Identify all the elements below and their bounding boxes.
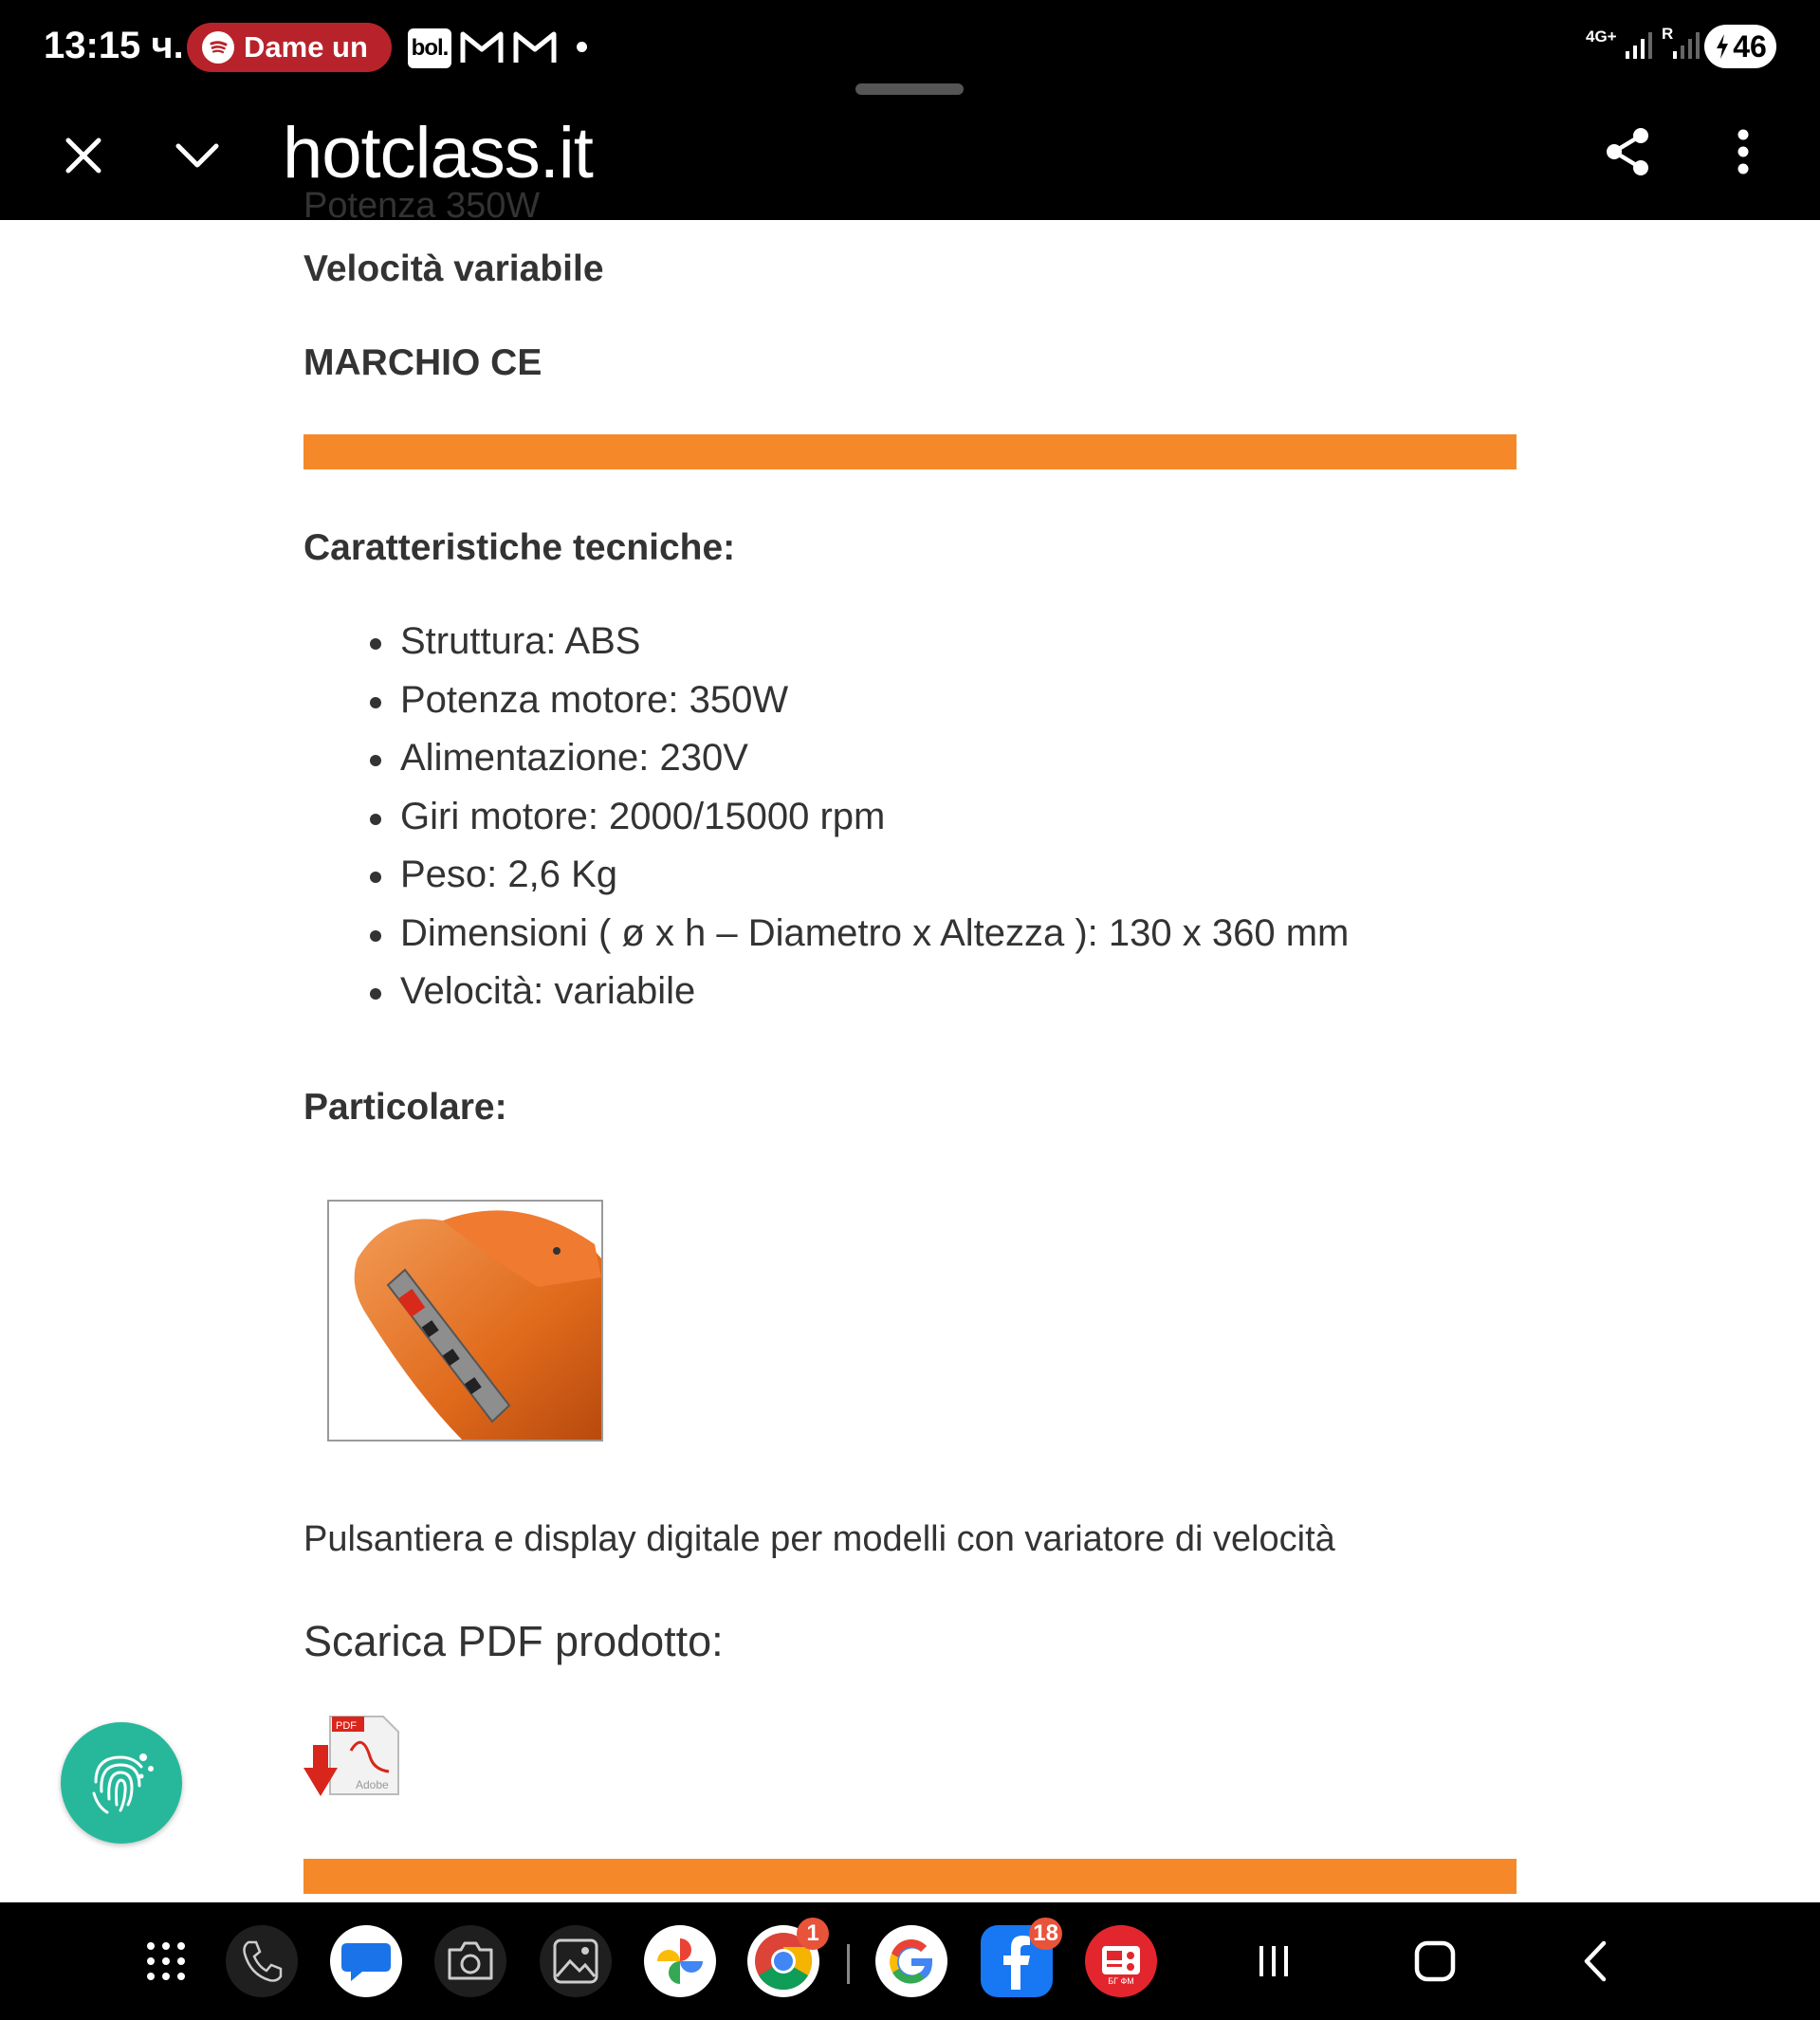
notification-badge: 18 [1029,1918,1062,1950]
list-item: Velocità: variabile [349,963,1349,1021]
google-g-icon [885,1935,938,1988]
phone-app[interactable] [226,1925,298,1997]
camera-app[interactable] [434,1925,506,1997]
chevron-down-icon [175,141,220,170]
dock-divider [847,1944,850,1984]
status-bar [0,0,1820,95]
spotify-icon [202,31,234,64]
gmail-icon [512,28,558,66]
gallery-icon [551,1937,600,1986]
more-notifications-dot-icon [577,42,587,52]
roaming-label: R [1662,25,1674,43]
pinwheel-icon [653,1935,707,1988]
signal-strength-icon [1624,28,1656,65]
collapse-button[interactable] [167,125,228,186]
svg-text:БГ ФМ: БГ ФМ [1108,1976,1134,1986]
more-options-button[interactable] [1713,121,1774,182]
status-time: 13:15 ч. [44,25,184,66]
list-item: Peso: 2,6 Kg [349,846,1349,905]
product-detail-image[interactable] [327,1200,603,1442]
close-icon [64,137,102,174]
radio-icon [1096,1937,1146,1986]
home-button[interactable] [1399,1925,1471,1997]
grid-icon [144,1939,188,1983]
phone-icon [237,1937,286,1986]
recent-apps-icon [1253,1940,1295,1982]
apps-grid-button[interactable] [130,1925,202,1997]
partially-visible-line: Potenza 350W [303,186,541,226]
tech-specs-list [349,613,1349,1021]
pdf-download-heading: Scarica PDF prodotto: [303,1617,724,1665]
chevron-left-icon [1579,1938,1613,1984]
camera-icon [444,1938,497,1984]
fingerprint-icon [83,1744,160,1822]
page-content[interactable] [0,186,1820,1902]
bg-fm-radio-app[interactable] [1085,1925,1157,1997]
facebook-app[interactable] [981,1920,1058,1997]
close-button[interactable] [53,125,114,186]
list-item: Dimensioni ( ø x h – Diametro x Altezza ): 130 x 360 mm [349,905,1349,964]
section-divider [303,1859,1517,1894]
google-app[interactable] [875,1925,947,1997]
drag-handle[interactable] [855,83,964,95]
gallery-app[interactable] [540,1925,612,1997]
battery-indicator [1704,25,1776,68]
site-title: hotclass.it [283,113,593,193]
spotify-track-label: Dame un [244,30,368,64]
google-photos-app[interactable] [644,1925,716,1997]
home-icon [1412,1938,1458,1984]
battery-level: 46 [1733,28,1767,64]
kebab-menu-icon [1737,129,1750,174]
network-type-label: 4G+ [1586,28,1617,46]
browser-toolbar [0,95,1820,220]
signal-strength-icon [1671,28,1703,65]
detail-caption: Pulsantiera e display digitale per modelli con variatore di velocità [303,1519,1335,1559]
fingerprint-assistant-button[interactable] [61,1722,182,1844]
recent-apps-button[interactable] [1238,1925,1310,1997]
pdf-file-icon [303,1713,402,1804]
section-divider [303,434,1517,469]
list-item: Struttura: ABS [349,613,1349,671]
svg-text:PDF: PDF [336,1720,357,1732]
list-item: Alimentazione: 230V [349,729,1349,788]
detail-heading: Particolare: [303,1087,507,1128]
tech-specs-heading: Caratteristiche tecniche: [303,527,736,568]
chrome-app[interactable] [747,1920,819,1997]
navigation-dock [0,1902,1820,2020]
variable-speed-text: Velocità variabile [303,248,604,289]
back-button[interactable] [1560,1925,1632,1997]
list-item: Giri motore: 2000/15000 rpm [349,788,1349,847]
bol-app-icon: bol. [408,28,451,68]
share-icon [1603,126,1652,177]
svg-text:Adobe: Adobe [356,1778,389,1791]
notification-badge: 1 [797,1918,829,1950]
gmail-icon [459,28,505,66]
chat-bubble-icon [340,1937,393,1985]
ce-mark-text: MARCHIO CE [303,342,542,383]
spotify-notification-pill[interactable] [187,23,392,72]
share-button[interactable] [1597,121,1658,182]
list-item: Potenza motore: 350W [349,671,1349,730]
pdf-download-link[interactable] [303,1713,402,1804]
messages-app[interactable] [330,1925,402,1997]
